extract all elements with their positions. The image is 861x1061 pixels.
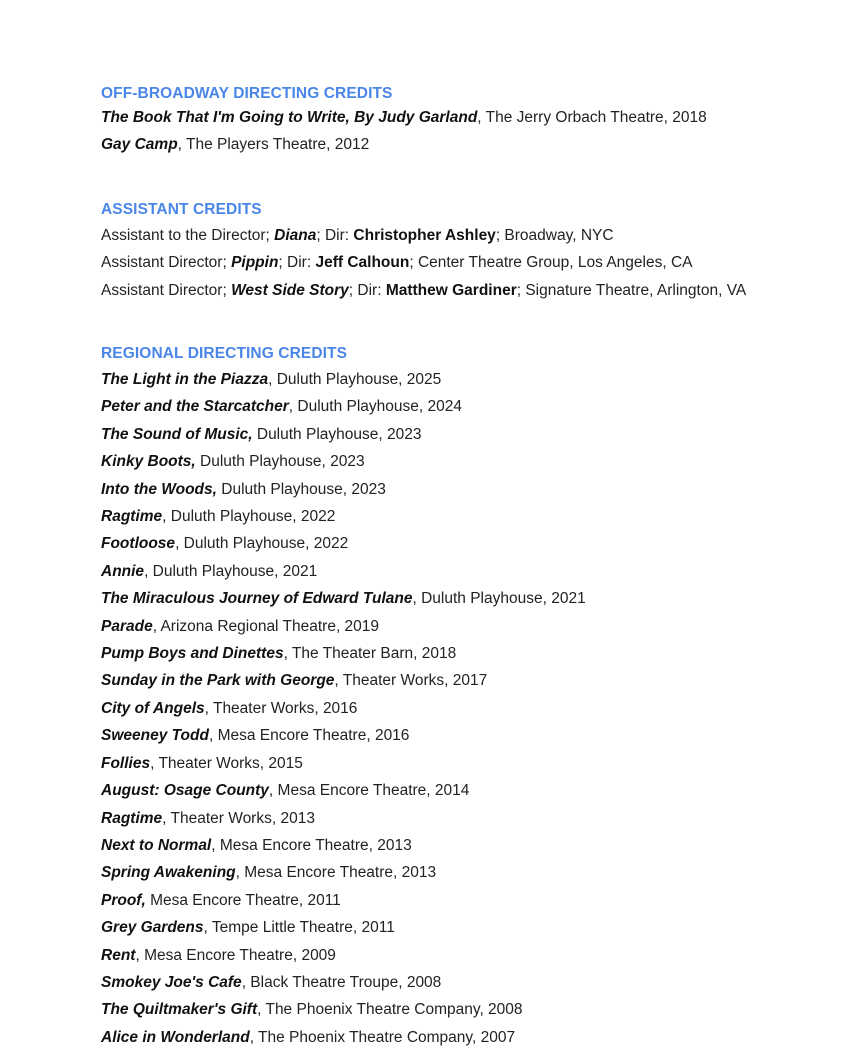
credit-entry <box>101 530 841 557</box>
credit-entry <box>101 104 841 131</box>
show-title: Alice in Wonderland <box>101 1028 250 1046</box>
credit-entry <box>101 448 841 475</box>
show-title: Footloose <box>101 535 176 553</box>
credit-detail: , Duluth Playhouse, 2024 <box>288 398 462 416</box>
show-title: Spring Awakening <box>101 864 236 882</box>
show-title: Proof, <box>101 891 146 909</box>
show-title: West Side Story <box>231 281 349 299</box>
credit-entry <box>101 640 841 667</box>
credit-detail: , Duluth Playhouse, 2025 <box>268 371 442 388</box>
credit-entry <box>101 750 841 777</box>
credit-detail: , Theater Works, 2017 <box>334 672 488 690</box>
credit-entry <box>101 832 841 859</box>
credit-detail: ; Dir: <box>316 227 354 244</box>
credit-detail: , Mesa Encore Theatre, 2013 <box>235 864 437 882</box>
section-heading: REGIONAL DIRECTING CREDITS <box>101 345 348 362</box>
show-title: Follies <box>101 754 151 772</box>
credit-detail: , The Phoenix Theatre Company, 2008 <box>257 1001 523 1019</box>
show-title: Parade <box>101 617 153 635</box>
credit-entry <box>101 503 841 530</box>
section-assistant <box>101 200 841 304</box>
credit-detail: , Mesa Encore Theatre, 2014 <box>268 782 470 800</box>
credit-entry <box>101 393 841 420</box>
credit-entry <box>101 613 841 640</box>
section-heading: ASSISTANT CREDITS <box>101 201 262 218</box>
credit-entry <box>101 942 841 969</box>
show-title: Diana <box>274 227 317 244</box>
credit-detail: ; Broadway, NYC <box>495 227 614 244</box>
credit-detail: , The Phoenix Theatre Company, 2007 <box>249 1028 516 1046</box>
section-off-broadway <box>101 84 841 159</box>
credit-detail: , Mesa Encore Theatre, 2013 <box>211 836 412 854</box>
credit-entry <box>101 1024 841 1051</box>
credit-detail: , Arizona Regional Theatre, 2019 <box>152 617 380 635</box>
credit-entry <box>101 695 841 722</box>
credit-detail: , Duluth Playhouse, 2021 <box>144 562 318 580</box>
credit-detail: , Theater Works, 2015 <box>150 754 303 772</box>
credit-detail: Duluth Playhouse, 2023 <box>216 480 386 498</box>
credit-entry <box>101 996 841 1023</box>
credit-detail: Assistant to the Director; <box>101 227 275 244</box>
credit-entry <box>101 131 841 158</box>
show-title: Rent <box>101 946 136 964</box>
credit-detail: , The Jerry Orbach Theatre, 2018 <box>477 109 707 126</box>
show-title: Next to Normal <box>101 836 212 854</box>
show-title: Smokey Joe's Cafe <box>101 973 242 991</box>
credit-detail: , Duluth Playhouse, 2022 <box>162 508 336 526</box>
credit-entry <box>101 249 841 276</box>
credit-entry <box>101 722 841 749</box>
credit-detail: , The Players Theatre, 2012 <box>177 136 370 154</box>
show-title: Ragtime <box>101 508 163 526</box>
credit-detail: , Theater Works, 2013 <box>162 809 315 827</box>
entry-list <box>101 104 841 159</box>
show-title: Kinky Boots, <box>101 453 196 471</box>
credit-entry <box>101 969 841 996</box>
show-title: Peter and the Starcatcher <box>101 398 289 416</box>
credit-detail: , Black Theatre Troupe, 2008 <box>241 973 442 991</box>
credit-entry <box>101 585 841 612</box>
show-title: Pump Boys and Dinettes <box>101 645 284 663</box>
credit-entry <box>101 277 841 304</box>
credit-detail: Duluth Playhouse, 2023 <box>195 453 365 471</box>
show-title: Ragtime <box>101 809 163 827</box>
credit-entry <box>101 421 841 448</box>
credit-entry <box>101 558 841 585</box>
credit-detail: Mesa Encore Theatre, 2011 <box>145 891 341 909</box>
show-title: City of Angels <box>101 699 205 717</box>
credit-detail: ; Signature Theatre, Arlington, VA <box>516 281 747 299</box>
credit-detail: , The Theater Barn, 2018 <box>283 645 457 663</box>
show-title: The Miraculous Journey of Edward Tulane <box>101 590 413 608</box>
credit-entry <box>101 859 841 886</box>
credit-detail: Assistant Director; <box>101 281 232 299</box>
show-title: The Book That I'm Going to Write, By Judy Garland <box>101 109 478 126</box>
show-title: Into the Woods, <box>101 480 217 498</box>
credit-detail: ; Dir: <box>278 254 316 272</box>
credit-entry <box>101 222 841 249</box>
credit-entry <box>101 777 841 804</box>
show-title: Annie <box>101 562 145 580</box>
show-title: Pippin <box>231 254 279 272</box>
director-name: Christopher Ashley <box>353 227 496 244</box>
credit-detail: Assistant Director; <box>101 254 232 272</box>
show-title: The Sound of Music, <box>101 425 253 443</box>
credit-entry <box>101 887 841 914</box>
show-title: August: Osage County <box>101 782 269 800</box>
entry-list <box>101 222 841 304</box>
credit-entry <box>101 805 841 832</box>
credit-entry <box>101 667 841 694</box>
credit-detail: ; Dir: <box>348 281 386 299</box>
show-title: Sunday in the Park with George <box>101 672 335 690</box>
credit-detail: , Duluth Playhouse, 2022 <box>175 535 349 553</box>
credit-detail: ; Center Theatre Group, Los Angeles, CA <box>409 254 693 272</box>
credit-detail: , Mesa Encore Theatre, 2016 <box>208 727 410 745</box>
director-name: Jeff Calhoun <box>315 254 410 272</box>
show-title: The Quiltmaker's Gift <box>101 1001 258 1019</box>
credit-entry <box>101 366 841 393</box>
credit-entry <box>101 476 841 503</box>
section-heading: OFF-BROADWAY DIRECTING CREDITS <box>101 85 393 102</box>
entry-list <box>101 366 841 1051</box>
show-title: Gay Camp <box>101 136 178 154</box>
show-title: The Light in the Piazza <box>101 371 269 388</box>
section-regional <box>101 344 841 1051</box>
show-title: Sweeney Todd <box>101 727 209 745</box>
credit-entry <box>101 914 841 941</box>
credit-detail: , Mesa Encore Theatre, 2009 <box>135 946 336 964</box>
show-title: Grey Gardens <box>101 919 204 937</box>
director-name: Matthew Gardiner <box>385 281 517 299</box>
credit-detail: Duluth Playhouse, 2023 <box>252 425 422 443</box>
credit-detail: , Duluth Playhouse, 2021 <box>412 590 586 608</box>
credit-detail: , Tempe Little Theatre, 2011 <box>203 919 395 937</box>
credit-detail: , Theater Works, 2016 <box>204 699 358 717</box>
